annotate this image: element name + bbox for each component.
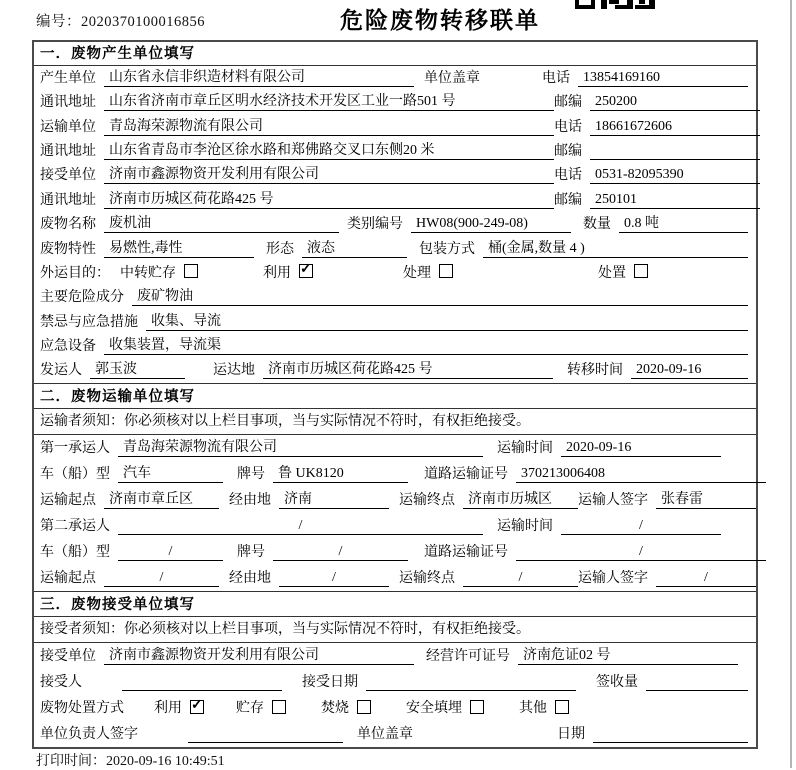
receiver-zip-label: 邮编 bbox=[554, 192, 582, 208]
receiver-phone-label: 电话 bbox=[554, 168, 582, 184]
purpose-option-storage-label: 中转贮存 bbox=[120, 265, 176, 281]
row-transporter-notice bbox=[34, 409, 756, 435]
section-receiver-title: 三．废物接受单位填写 bbox=[34, 591, 756, 617]
destination-value: 济南市历城区荷花路425 号 bbox=[263, 358, 553, 379]
first-vehicle-type-value: 汽车 bbox=[118, 462, 223, 483]
receiver-unit-value: 济南市鑫源物资开发利用有限公司 bbox=[104, 163, 554, 184]
disposal-option-other bbox=[519, 697, 569, 717]
second-road-permit-value: / bbox=[516, 544, 766, 561]
second-origin-value: / bbox=[104, 570, 219, 587]
transport-phone-label: 电话 bbox=[554, 119, 582, 135]
accepting-unit-label: 接受单位 bbox=[40, 649, 96, 665]
disposal-option-storage-label: 贮存 bbox=[236, 701, 264, 717]
receiver-zip-value: 250101 bbox=[590, 192, 760, 209]
sign-date-label: 日期 bbox=[557, 727, 585, 743]
print-time-label: 打印时间： bbox=[36, 754, 106, 769]
first-origin-value: 济南市章丘区 bbox=[104, 488, 219, 509]
emergency-equipment-value: 收集装置，导流渠 bbox=[104, 334, 748, 355]
producer-phone-label: 电话 bbox=[542, 70, 570, 86]
accept-date-label: 接受日期 bbox=[302, 675, 358, 691]
first-carrier-sign-value: 张春雷 bbox=[656, 488, 756, 509]
received-amount-value bbox=[646, 675, 748, 691]
transport-unit-value: 青岛海荣源物流有限公司 bbox=[104, 115, 554, 136]
qr-code-fragment-icon bbox=[575, 0, 655, 10]
accept-date-value bbox=[366, 675, 576, 691]
first-transport-time-value: 2020-09-16 bbox=[561, 440, 721, 457]
disposal-option-other-label: 其他 bbox=[519, 701, 547, 717]
purpose-storage-checkbox bbox=[184, 264, 198, 278]
purpose-option-storage bbox=[120, 262, 198, 282]
receiver-address-label: 通讯地址 bbox=[40, 192, 96, 208]
first-vehicle-type-label: 车（船）型 bbox=[40, 467, 110, 483]
purpose-label: 外运目的： bbox=[40, 265, 110, 281]
first-carrier-sign-label: 运输人签字 bbox=[578, 493, 648, 509]
producer-unit-value: 山东省永信非织造材料有限公司 bbox=[104, 66, 414, 87]
second-transport-time-label: 运输时间 bbox=[497, 519, 553, 535]
producer-zip-label: 邮编 bbox=[554, 95, 582, 111]
transport-zip-value bbox=[590, 144, 760, 160]
receiver-seal-label: 单位盖章 bbox=[357, 727, 413, 743]
purpose-option-treat-label: 处理 bbox=[403, 265, 431, 281]
disposal-landfill-checkbox bbox=[470, 700, 484, 714]
row-receiver-notice bbox=[34, 617, 756, 643]
first-carrier-value: 青岛海荣源物流有限公司 bbox=[118, 436, 483, 457]
dispatcher-value: 郭玉波 bbox=[90, 358, 185, 379]
emergency-equipment-label: 应急设备 bbox=[40, 339, 96, 355]
recipient-label: 接受人 bbox=[40, 675, 82, 691]
print-time-value: 2020-09-16 10:49:51 bbox=[106, 754, 225, 769]
purpose-option-dispose-label: 处置 bbox=[598, 265, 626, 281]
waste-traits-value: 易燃性,毒性 bbox=[104, 237, 254, 258]
row-first-vehicle bbox=[34, 461, 756, 487]
waste-name-value: 废机油 bbox=[104, 212, 339, 233]
producer-zip-value: 250200 bbox=[590, 94, 760, 111]
waste-qty-label: 数量 bbox=[583, 217, 611, 233]
transport-unit-label: 运输单位 bbox=[40, 119, 96, 135]
disposal-option-utilize-label: 利用 bbox=[154, 701, 182, 717]
second-vehicle-type-label: 车（船）型 bbox=[40, 545, 110, 561]
disposal-option-storage bbox=[236, 697, 286, 717]
taboo-measures-label: 禁忌与应急措施 bbox=[40, 314, 138, 330]
row-receiver-address bbox=[34, 188, 756, 212]
row-receiver-unit bbox=[34, 164, 756, 188]
purpose-option-treat bbox=[403, 262, 453, 282]
sign-date-value bbox=[593, 727, 748, 743]
hazard-component-value: 废矿物油 bbox=[132, 285, 748, 306]
serial-value: 2020370100016856 bbox=[81, 14, 205, 30]
first-plate-value: 鲁 UK8120 bbox=[273, 462, 408, 483]
row-disposal-method bbox=[34, 695, 756, 721]
second-via-label: 经由地 bbox=[229, 571, 271, 587]
taboo-measures-value: 收集、导流 bbox=[146, 310, 748, 331]
producer-address-label: 通讯地址 bbox=[40, 95, 96, 111]
accepting-unit-value: 济南市鑫源物资开发利用有限公司 bbox=[104, 644, 414, 665]
row-second-carrier bbox=[34, 513, 756, 539]
packing-value: 桶(金属,数量 4 ) bbox=[483, 237, 748, 258]
purpose-option-utilize bbox=[263, 262, 313, 282]
first-via-value: 济南 bbox=[279, 488, 389, 509]
row-waste-name bbox=[34, 213, 756, 237]
disposal-option-landfill-label: 安全填埋 bbox=[406, 701, 462, 717]
purpose-option-utilize-label: 利用 bbox=[263, 265, 291, 281]
disposal-method-label: 废物处置方式 bbox=[40, 701, 124, 717]
row-transfer-purpose bbox=[34, 262, 756, 286]
waste-category-value: HW08(900-249-08) bbox=[411, 216, 571, 233]
second-via-value: / bbox=[279, 570, 389, 587]
serial-number-line bbox=[36, 10, 205, 31]
waste-form-label: 形态 bbox=[266, 241, 294, 257]
disposal-option-landfill bbox=[406, 697, 484, 717]
row-responsible-sign bbox=[34, 721, 756, 747]
receiver-address-value: 济南市历城区荷花路425 号 bbox=[104, 188, 554, 209]
first-road-permit-value: 370213006408 bbox=[516, 466, 766, 483]
license-value: 济南危证02 号 bbox=[518, 644, 738, 665]
second-origin-label: 运输起点 bbox=[40, 571, 96, 587]
transport-address-value: 山东省青岛市李沧区徐水路和郑佛路交叉口东侧20 米 bbox=[104, 139, 554, 160]
first-plate-label: 牌号 bbox=[237, 467, 265, 483]
first-via-label: 经由地 bbox=[229, 493, 271, 509]
disposal-option-incinerate bbox=[321, 697, 371, 717]
first-carrier-label: 第一承运人 bbox=[40, 441, 110, 457]
waste-traits-label: 废物特性 bbox=[40, 241, 96, 257]
receiver-phone-value: 0531-82095390 bbox=[590, 167, 760, 184]
section-producer bbox=[34, 42, 756, 383]
row-transport-address bbox=[34, 140, 756, 164]
received-amount-label: 签收量 bbox=[596, 675, 638, 691]
disposal-other-checkbox bbox=[555, 700, 569, 714]
second-endpoint-label: 运输终点 bbox=[399, 571, 455, 587]
second-carrier-sign-value: / bbox=[656, 570, 756, 587]
row-hazard-component bbox=[34, 286, 756, 310]
row-second-vehicle bbox=[34, 539, 756, 565]
transporter-notice-text: 运输者须知：你必须核对以上栏目事项，当与实际情况不符时，有权拒绝接受。 bbox=[40, 414, 530, 430]
first-road-permit-label: 道路运输证号 bbox=[424, 467, 508, 483]
producer-phone-value: 13854169160 bbox=[578, 70, 748, 87]
row-accepting-unit bbox=[34, 643, 756, 669]
row-second-route bbox=[34, 565, 756, 591]
second-carrier-sign-label: 运输人签字 bbox=[578, 571, 648, 587]
waste-form-value: 液态 bbox=[302, 237, 407, 258]
second-transport-time-value: / bbox=[561, 518, 721, 535]
waste-qty-value: 0.8 吨 bbox=[619, 212, 748, 233]
section-producer-title: 一．废物产生单位填写 bbox=[34, 42, 756, 66]
disposal-option-incinerate-label: 焚烧 bbox=[321, 701, 349, 717]
disposal-utilize-checkbox bbox=[190, 700, 204, 714]
first-endpoint-label: 运输终点 bbox=[399, 493, 455, 509]
row-producer-unit bbox=[34, 66, 756, 90]
destination-label: 运达地 bbox=[213, 363, 255, 379]
section-transporter-title: 二．废物运输单位填写 bbox=[34, 383, 756, 409]
transfer-time-value: 2020-09-16 bbox=[631, 362, 748, 379]
row-waste-traits bbox=[34, 237, 756, 261]
row-producer-address bbox=[34, 91, 756, 115]
transport-zip-label: 邮编 bbox=[554, 143, 582, 159]
manifest-form-table bbox=[32, 40, 758, 749]
second-endpoint-value: / bbox=[463, 570, 578, 587]
receiver-notice-text: 接受者须知：你必须核对以上栏目事项，当与实际情况不符时，有权拒绝接受。 bbox=[40, 622, 530, 638]
row-dispatcher bbox=[34, 359, 756, 383]
second-carrier-value: / bbox=[118, 518, 483, 535]
transport-phone-value: 18661672606 bbox=[590, 119, 760, 136]
row-first-route bbox=[34, 487, 756, 513]
section-transporter bbox=[34, 383, 756, 591]
row-recipient bbox=[34, 669, 756, 695]
purpose-treat-checkbox bbox=[439, 264, 453, 278]
unit-seal-label: 单位盖章 bbox=[424, 70, 480, 86]
dispatcher-label: 发运人 bbox=[40, 363, 82, 379]
page-title: 危险废物转移联单 bbox=[340, 8, 540, 33]
print-time-line bbox=[36, 750, 225, 770]
disposal-option-utilize bbox=[154, 697, 204, 717]
second-plate-label: 牌号 bbox=[237, 545, 265, 561]
purpose-option-dispose bbox=[598, 262, 648, 282]
first-origin-label: 运输起点 bbox=[40, 493, 96, 509]
packing-label: 包装方式 bbox=[419, 241, 475, 257]
second-plate-value: / bbox=[273, 544, 408, 561]
producer-address-value: 山东省济南市章丘区明水经济技术开发区工业一路501 号 bbox=[104, 90, 554, 111]
row-transport-unit bbox=[34, 115, 756, 139]
disposal-storage-checkbox bbox=[272, 700, 286, 714]
license-label: 经营许可证号 bbox=[426, 649, 510, 665]
recipient-value bbox=[122, 675, 282, 691]
waste-name-label: 废物名称 bbox=[40, 217, 96, 233]
transfer-time-label: 转移时间 bbox=[567, 363, 623, 379]
second-carrier-label: 第二承运人 bbox=[40, 519, 110, 535]
row-first-carrier bbox=[34, 435, 756, 461]
second-road-permit-label: 道路运输证号 bbox=[424, 545, 508, 561]
second-vehicle-type-value: / bbox=[118, 544, 223, 561]
receiver-unit-label: 接受单位 bbox=[40, 168, 96, 184]
section-receiver bbox=[34, 591, 756, 747]
row-emergency-equipment bbox=[34, 335, 756, 359]
page-right-edge-divider bbox=[790, 0, 792, 768]
hazard-component-label: 主要危险成分 bbox=[40, 290, 124, 306]
purpose-utilize-checkbox bbox=[299, 264, 313, 278]
disposal-incinerate-checkbox bbox=[357, 700, 371, 714]
waste-category-label: 类别编号 bbox=[347, 217, 403, 233]
responsible-sign-label: 单位负责人签字 bbox=[40, 727, 138, 743]
first-transport-time-label: 运输时间 bbox=[497, 441, 553, 457]
first-endpoint-value: 济南市历城区 bbox=[463, 488, 578, 509]
responsible-sign-value bbox=[188, 727, 343, 743]
serial-label: 编号： bbox=[36, 14, 81, 30]
producer-unit-label: 产生单位 bbox=[40, 70, 96, 86]
purpose-dispose-checkbox bbox=[634, 264, 648, 278]
transport-address-label: 通讯地址 bbox=[40, 143, 96, 159]
row-taboo-measures bbox=[34, 310, 756, 334]
